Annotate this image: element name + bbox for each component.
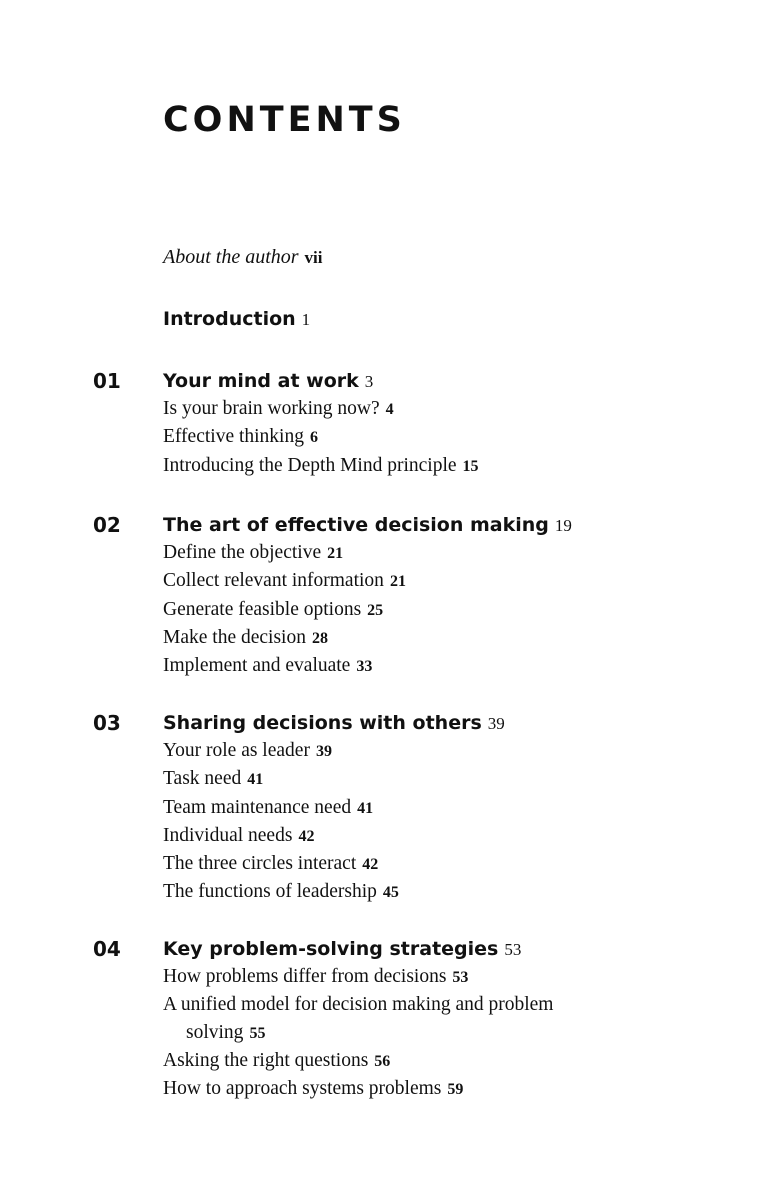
section-page-number: 45 bbox=[382, 884, 399, 902]
section-label: Collect relevant information bbox=[163, 570, 384, 592]
section-page-number: 59 bbox=[447, 1081, 464, 1099]
section-item[interactable] bbox=[163, 395, 603, 423]
section-label: Make the decision bbox=[163, 626, 306, 648]
section-label: A unified model for decision making and problem solving bbox=[163, 994, 554, 1043]
chapter-number: 02 bbox=[93, 513, 121, 537]
section-page-number: 25 bbox=[367, 601, 384, 619]
section-page-number: 41 bbox=[357, 799, 374, 817]
section-label: Introducing the Depth Mind principle bbox=[163, 454, 457, 476]
chapter-title-label: Key problem-solving strategies bbox=[163, 938, 499, 960]
section-page-number: 53 bbox=[452, 969, 469, 986]
section-page-number: 33 bbox=[356, 658, 373, 676]
section-item[interactable] bbox=[163, 850, 603, 878]
toc-page-number: 1 bbox=[301, 310, 311, 329]
section-list bbox=[163, 963, 603, 1103]
chapter-page-number: 39 bbox=[487, 714, 505, 733]
section-page-number: 6 bbox=[309, 429, 318, 447]
chapter-number: 03 bbox=[93, 711, 121, 735]
section-item[interactable] bbox=[163, 822, 603, 850]
section-item[interactable] bbox=[163, 878, 603, 906]
section-page-number: 28 bbox=[311, 629, 328, 647]
section-item[interactable] bbox=[163, 567, 603, 595]
section-label: The three circles interact bbox=[163, 853, 357, 875]
toc-page-number: vii bbox=[304, 248, 323, 267]
section-label: Task need bbox=[163, 768, 242, 790]
chapter-title[interactable] bbox=[163, 710, 505, 737]
section-item[interactable] bbox=[163, 1047, 603, 1075]
chapter-title[interactable] bbox=[163, 512, 572, 539]
section-label: Individual needs bbox=[163, 824, 293, 846]
section-item[interactable] bbox=[163, 765, 603, 793]
toc-entry-label: About the author bbox=[163, 246, 299, 268]
section-label: Implement and evaluate bbox=[163, 655, 351, 677]
section-label: How problems differ from decisions bbox=[163, 966, 447, 987]
section-list bbox=[163, 737, 603, 907]
section-item[interactable] bbox=[163, 737, 603, 765]
section-page-number: 42 bbox=[362, 856, 379, 874]
section-item[interactable] bbox=[163, 652, 603, 680]
section-label: Define the objective bbox=[163, 542, 322, 563]
section-item[interactable] bbox=[163, 596, 603, 624]
chapter-title[interactable] bbox=[163, 936, 521, 963]
section-item[interactable] bbox=[163, 423, 603, 451]
section-label: Generate feasible options bbox=[163, 598, 362, 620]
section-label: Effective thinking bbox=[163, 426, 304, 448]
page-title: CONTENTS bbox=[163, 100, 406, 140]
section-label: How to approach systems problems bbox=[163, 1078, 442, 1100]
chapter-number: 01 bbox=[93, 369, 121, 393]
section-label: The functions of leadership bbox=[163, 881, 377, 903]
section-page-number: 55 bbox=[249, 1024, 266, 1042]
section-page-number: 39 bbox=[315, 743, 332, 760]
chapter-page-number: 3 bbox=[364, 372, 374, 391]
chapter-title-label: Sharing decisions with others bbox=[163, 712, 482, 734]
toc-entry-about-author[interactable] bbox=[163, 246, 323, 269]
section-item[interactable] bbox=[163, 1075, 603, 1103]
chapter-title[interactable] bbox=[163, 368, 373, 395]
section-list bbox=[163, 395, 603, 480]
section-item[interactable] bbox=[163, 963, 603, 991]
section-label: Asking the right questions bbox=[163, 1049, 369, 1071]
chapter-page-number: 19 bbox=[554, 516, 572, 535]
section-page-number: 21 bbox=[327, 545, 344, 562]
section-page-number: 42 bbox=[298, 827, 315, 845]
section-list bbox=[163, 539, 603, 680]
section-item[interactable] bbox=[163, 624, 603, 652]
section-page-number: 15 bbox=[462, 457, 479, 475]
toc-entry-introduction[interactable] bbox=[163, 308, 310, 330]
section-page-number: 21 bbox=[389, 573, 406, 591]
section-item[interactable] bbox=[163, 991, 603, 1047]
toc-entry-label: Introduction bbox=[163, 308, 296, 330]
section-page-number: 56 bbox=[374, 1052, 391, 1070]
section-item[interactable] bbox=[163, 452, 603, 480]
chapter-number: 04 bbox=[93, 937, 121, 961]
section-label: Team maintenance need bbox=[163, 796, 352, 818]
section-label: Your role as leader bbox=[163, 740, 310, 761]
section-label: Is your brain working now? bbox=[163, 398, 380, 419]
section-item[interactable] bbox=[163, 539, 603, 567]
chapter-title-label: Your mind at work bbox=[163, 370, 359, 392]
chapter-page-number: 53 bbox=[504, 940, 522, 959]
section-page-number: 41 bbox=[247, 771, 264, 789]
section-item[interactable] bbox=[163, 794, 603, 822]
section-page-number: 4 bbox=[385, 401, 394, 418]
chapter-title-label: The art of effective decision making bbox=[163, 514, 549, 536]
